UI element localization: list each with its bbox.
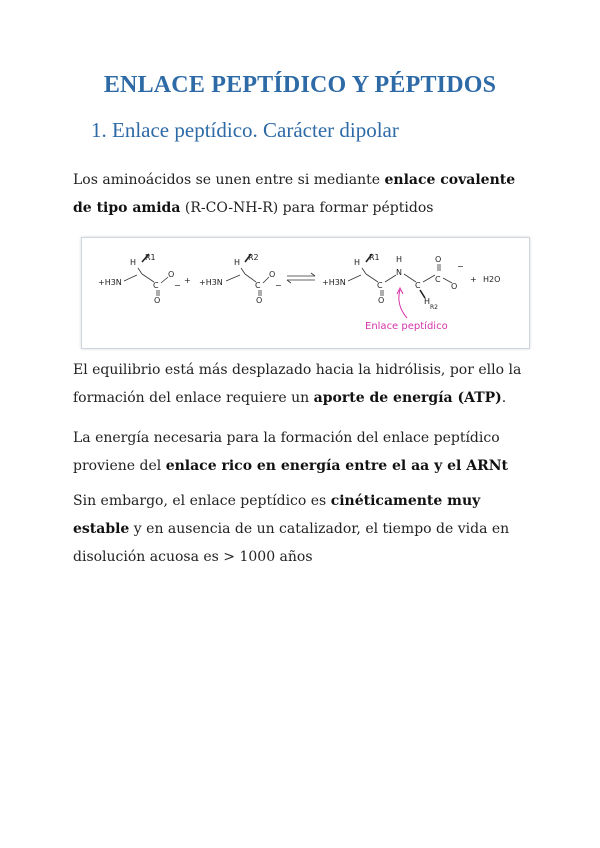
p-o3: O [451, 282, 458, 291]
p-h2: H [424, 297, 431, 306]
p-n-bond [348, 275, 361, 281]
text: . [501, 390, 507, 406]
aa2-nh3: +H3N [199, 278, 223, 287]
text: Los aminoácidos se unen entre si mediante [73, 172, 385, 188]
aa1-n-bond [124, 275, 137, 281]
aa1-r: R1 [145, 253, 156, 262]
plus-sign-2: + [470, 275, 477, 284]
peptide-bond-pointer [399, 290, 407, 318]
p-n: N [396, 268, 402, 277]
aa2-h: H [234, 258, 241, 267]
p-c2: C [415, 281, 421, 290]
peptide-bond-label: Enlace peptídico [365, 321, 448, 332]
text: (R-CO-NH-R) para formar péptidos [180, 200, 434, 216]
p-o1: O [378, 296, 385, 305]
page-title: ENLACE PEPTÍDICO Y PÉPTIDOS [103, 72, 497, 98]
aa1-minus: − [174, 281, 181, 290]
aa2-r: R2 [248, 253, 259, 262]
text: La energía necesaria para la formación del enlace peptídico proviene del [73, 430, 500, 474]
p-minus: − [457, 262, 464, 271]
text: El equilibrio está más desplazado hacia la hidrólisis, por ello la formación del enlace requiere un [73, 362, 522, 406]
water: H2O [483, 275, 501, 284]
aa1-h: H [130, 258, 137, 267]
aa1-nh3: +H3N [98, 278, 122, 287]
aa2-minus: − [275, 281, 282, 290]
p-nh3: +H3N [322, 278, 346, 287]
p-r2: R2 [430, 304, 438, 311]
dipeptide [322, 253, 464, 311]
section-heading: 1. Enlace peptídico. Carácter dipolar [91, 118, 399, 142]
p-cn-bond [385, 275, 396, 282]
paragraph-equilibrium [73, 356, 533, 412]
aa1-o-bot: O [154, 296, 161, 305]
p-c2-c3-bond [423, 275, 435, 282]
aa2-o-bot: O [256, 296, 263, 305]
arrow-back-head [287, 280, 291, 283]
p-nh-h: H [396, 255, 403, 264]
aa1-c: C [153, 281, 159, 290]
equilibrium-arrow [287, 273, 315, 283]
reaction-diagram [82, 238, 529, 348]
p-r1: R1 [369, 253, 380, 262]
bold-text: enlace covalente de tipo amida [73, 172, 516, 216]
bold-text: cinéticamente muy estable [73, 493, 481, 537]
plus-sign: + [184, 276, 191, 285]
p-c3: C [435, 275, 441, 284]
amino-acid-1 [98, 253, 181, 305]
text: Sin embargo, el enlace peptídico es [73, 493, 331, 509]
p-c1: C [377, 281, 383, 290]
text: y en ausencia de un catalizador, el tiempo de vida en disolución acuosa es > 1000 años [73, 521, 510, 565]
paragraph-amide-bond [73, 166, 533, 222]
p-h: H [354, 258, 361, 267]
aa2-n-bond [226, 275, 240, 281]
paragraph-stability [73, 487, 533, 571]
peptide-bond-reaction-figure [81, 237, 530, 349]
aa2-h-bond [241, 268, 245, 274]
aa1-o-bond [161, 277, 168, 283]
p-o2: O [435, 255, 442, 264]
paragraph-energy-source [73, 424, 533, 480]
aa1-o-top: O [168, 270, 175, 279]
bold-text: enlace rico en energía entre el aa y el ARNt [165, 458, 508, 474]
aa2-o-top: O [269, 270, 276, 279]
bold-text: aporte de energía (ATP) [313, 390, 502, 406]
amino-acid-2 [199, 253, 282, 305]
p-h-bond [362, 268, 366, 274]
aa1-h-bond [138, 268, 142, 274]
arrow-forward-head [311, 273, 315, 276]
aa2-c: C [255, 281, 261, 290]
